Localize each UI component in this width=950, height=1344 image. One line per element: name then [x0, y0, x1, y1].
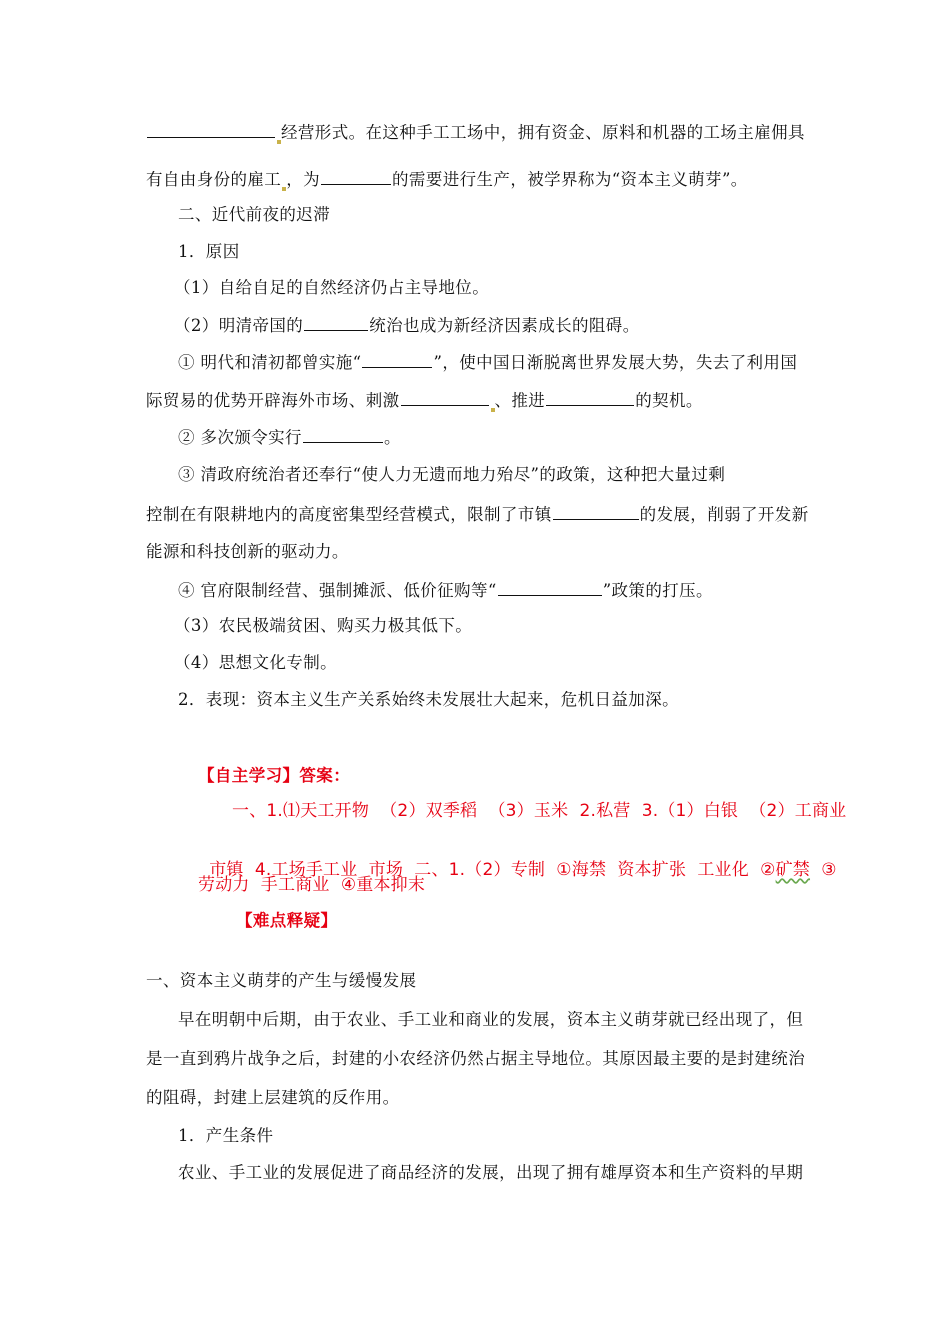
text-line: （1）自给自足的自然经济仍占主导地位。 — [174, 278, 490, 297]
fill-blank — [321, 168, 391, 185]
text-line — [146, 121, 805, 144]
text-span: ，为 — [286, 170, 321, 189]
fill-blank — [304, 314, 368, 331]
text-line — [146, 168, 748, 191]
paragraph-line: 的阻碍，封建上层建筑的反作用。 — [146, 1088, 400, 1107]
answer-line: 一、1.⑴天工开物 （2）双季稻 （3）玉米 2.私营 3.（1）白银 （2）工商业 — [232, 801, 847, 821]
section-heading: 二、近代前夜的迟滞 — [178, 205, 331, 224]
text-span: ”政策的打压。 — [602, 581, 713, 600]
text-span: 经营形式。在这种手工工场中，拥有资金、原料和机器的工场主雇佣具 — [281, 123, 805, 142]
fill-blank — [401, 389, 489, 406]
text-span: 的需要进行生产，被学界称为“资本主义萌芽”。 — [392, 170, 748, 189]
fill-blank — [546, 389, 634, 406]
paragraph-line: 早在明朝中后期，由于农业、手工业和商业的发展，资本主义萌芽就已经出现了，但 — [178, 1010, 804, 1029]
text-span: 控制在有限耕地内的高度密集型经营模式，限制了市镇 — [146, 505, 552, 524]
text-line — [174, 314, 640, 337]
text-span: 、推进 — [494, 391, 546, 410]
text-line: 能源和科技创新的驱动力。 — [146, 542, 349, 561]
text-span: 矿禁 — [775, 860, 811, 880]
text-line: （4）思想文化专制。 — [174, 653, 337, 672]
text-line — [178, 351, 797, 374]
text-span: 有自由身份的雇工 — [146, 170, 282, 189]
fill-blank — [362, 351, 432, 368]
text-span: 。 — [383, 428, 401, 447]
paragraph-line: 农业、手工业的发展促进了商品经济的发展，出现了拥有雄厚资本和生产资料的早期 — [178, 1163, 804, 1182]
text-line — [146, 503, 809, 526]
text-span: ② 多次颁令实行 — [178, 428, 302, 447]
fill-blank — [147, 121, 275, 138]
subheading: 1．产生条件 — [178, 1126, 274, 1145]
text-span: 际贸易的优势开辟海外市场、刺激 — [146, 391, 400, 410]
text-span: 市镇 4.工场手工业 市场 二、1.（2）专制 ①海禁 资本扩张 工业化 ② — [209, 860, 776, 880]
text-line: 2．表现：资本主义生产关系始终未发展壮大起来，危机日益加深。 — [178, 690, 679, 709]
text-span: 的发展，削弱了开发新 — [639, 505, 809, 524]
answers-title: 【自主学习】答案： — [198, 766, 351, 785]
section-heading: 一、资本主义萌芽的产生与缓慢发展 — [146, 971, 417, 990]
text-line — [178, 579, 713, 602]
text-span: ④ 官府限制经营、强制摊派、低价征购等“ — [178, 581, 497, 600]
text-span: ”，使中国日渐脱离世界发展大势，失去了利用国 — [433, 353, 798, 372]
text-span: （2）明清帝国的 — [174, 316, 304, 335]
text-span: ① 明代和清初都曾实施“ — [178, 353, 362, 372]
fill-blank — [498, 579, 602, 596]
text-span: 统治也成为新经济因素成长的阻碍。 — [369, 316, 640, 335]
fill-blank — [553, 503, 639, 520]
text-span: 的契机。 — [635, 391, 703, 410]
text-line: ③ 清政府统治者还奉行“使人力无遗而地力殆尽”的政策，这种把大量过剩 — [178, 465, 726, 484]
answer-line: 劳动力 手工商业 ④重本抑末 — [198, 875, 426, 895]
text-line: （3）农民极端贫困、购买力极其低下。 — [174, 616, 473, 635]
paragraph-line: 是一直到鸦片战争之后，封建的小农经济仍然占据主导地位。其原因最主要的是封建统治 — [146, 1049, 806, 1068]
text-span: ③ — [810, 860, 837, 880]
text-line — [146, 389, 703, 412]
difficulty-title: 【难点释疑】 — [236, 911, 338, 930]
subheading: 1．原因 — [178, 242, 240, 261]
fill-blank — [303, 426, 383, 443]
text-line — [178, 426, 401, 449]
